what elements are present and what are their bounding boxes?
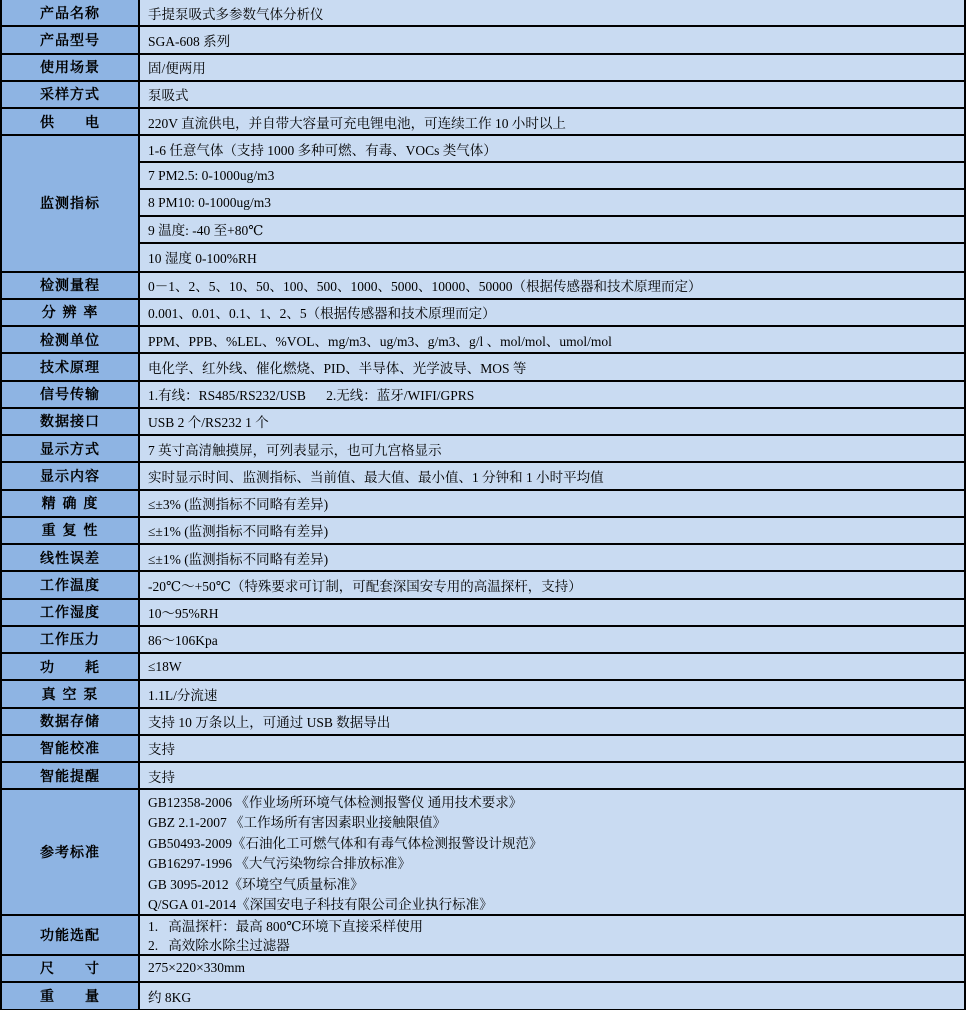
row-label: 功能选配 [2,916,140,954]
spec-row-accuracy [2,491,964,518]
spec-row-display-mode [2,436,964,463]
row-label: 产品名称 [2,0,140,25]
row-label: 检测量程 [2,273,140,298]
row-label: 显示内容 [2,463,140,488]
row-value: 实时显示时间、监测指标、当前值、最大值、最小值、1 分钟和 1 小时平均值 [140,463,964,488]
reference-standard-item: GB16297-1996 《大气污染物综合排放标准》 [148,856,411,872]
monitoring-indicator-item: 9 温度: -40 至+80℃ [140,217,964,244]
spec-row-data-interface [2,409,964,436]
row-label: 采样方式 [2,82,140,107]
row-label: 智能校准 [2,736,140,761]
optional-feature-item: 2. 高效除水除尘过滤器 [148,938,290,953]
spec-row-working-temperature [2,572,964,599]
row-value: ≤18W [140,654,964,679]
row-value: 1.有线：RS485/RS232/USB 2.无线：蓝牙/WIFI/GPRS [140,382,964,407]
row-label: 参考标准 [2,790,140,913]
reference-standard-item: Q/SGA 01-2014《深国安电子科技有限公司企业执行标准》 [148,897,493,913]
spec-row-detection-range [2,273,964,300]
row-label: 功 耗 [2,654,140,679]
row-value: 275×220×330mm [140,956,964,981]
spec-row-monitoring-indicators [2,136,964,272]
row-label: 工作温度 [2,572,140,597]
spec-row-sampling-method [2,82,964,109]
row-label: 工作湿度 [2,600,140,625]
row-value: PPM、PPB、%LEL、%VOL、mg/m3、ug/m3、g/m3、g/l 、mol/mol、umol/mol [140,327,964,352]
row-value: ≤±1% (监测指标不同略有差异) [140,518,964,543]
monitoring-indicator-list [140,136,964,270]
monitoring-indicator-item: 8 PM10: 0-1000ug/m3 [140,190,964,217]
optional-feature-list [140,916,964,954]
spec-row-power-supply [2,109,964,136]
spec-row-working-humidity [2,600,964,627]
spec-row-working-pressure [2,627,964,654]
row-value: 电化学、红外线、催化燃烧、PID、半导体、光学波导、MOS 等 [140,354,964,379]
row-label: 重 复 性 [2,518,140,543]
spec-row-dimensions [2,956,964,983]
row-value: 0－1、2、5、10、50、100、500、1000、5000、10000、50000（根据传感器和技术原理而定） [140,273,964,298]
spec-row-smart-reminder [2,763,964,790]
spec-row-technical-principle [2,354,964,381]
spec-row-display-content [2,463,964,490]
row-value: 固/便两用 [140,55,964,80]
row-value: ≤±1% (监测指标不同略有差异) [140,545,964,570]
row-label: 数据接口 [2,409,140,434]
spec-row-optional-features [2,916,964,956]
spec-row-resolution [2,300,964,327]
reference-standard-item: GB12358-2006 《作业场所环境气体检测报警仪 通用技术要求》 [148,794,523,810]
row-label: 信号传输 [2,382,140,407]
row-label: 重 量 [2,983,140,1009]
row-value: SGA-608 系列 [140,27,964,52]
monitoring-indicator-item: 7 PM2.5: 0-1000ug/m3 [140,163,964,190]
row-value: 7 英寸高清触摸屏，可列表显示，也可九宫格显示 [140,436,964,461]
row-label: 数据存储 [2,709,140,734]
spec-row-vacuum-pump [2,681,964,708]
spec-row-product-name [2,0,964,27]
reference-standard-item: GB 3095-2012《环境空气质量标准》 [148,876,364,892]
row-label: 显示方式 [2,436,140,461]
reference-standard-list [140,790,964,913]
reference-standard-item: GBZ 2.1-2007 《工作场所有害因素职业接触限值》 [148,815,447,831]
row-label: 产品型号 [2,27,140,52]
row-label: 工作压力 [2,627,140,652]
spec-row-product-model [2,27,964,54]
row-value: 0.001、0.01、0.1、1、2、5（根据传感器和技术原理而定） [140,300,964,325]
row-value: 220V 直流供电，并自带大容量可充电锂电池，可连续工作 10 小时以上 [140,109,964,134]
spec-row-power-consumption [2,654,964,681]
optional-feature-item: 1. 高温探杆：最高 800℃环境下直接采样使用 [148,919,423,934]
row-label: 分 辨 率 [2,300,140,325]
row-label: 线性误差 [2,545,140,570]
reference-standard-item: GB50493-2009《石油化工可燃气体和有毒气体检测报警设计规范》 [148,835,543,851]
spec-row-signal-transmission [2,382,964,409]
monitoring-indicator-item: 1-6 任意气体（支持 1000 多种可燃、有毒、VOCs 类气体） [140,136,964,163]
row-label: 使用场景 [2,55,140,80]
row-value: -20℃～+50℃（特殊要求可订制，可配套深国安专用的高温探杆，支持） [140,572,964,597]
spec-row-smart-calibration [2,736,964,763]
row-label: 供 电 [2,109,140,134]
row-label: 尺 寸 [2,956,140,981]
row-value: 约 8KG [140,983,964,1009]
spec-row-usage-scene [2,55,964,82]
row-label: 监测指标 [2,136,140,270]
row-value: 支持 10 万条以上，可通过 USB 数据导出 [140,709,964,734]
row-label: 检测单位 [2,327,140,352]
row-value: ≤±3% (监测指标不同略有差异) [140,491,964,516]
row-label: 智能提醒 [2,763,140,788]
row-value: 支持 [140,736,964,761]
row-value: 手提泵吸式多参数气体分析仪 [140,0,964,25]
row-value: 支持 [140,763,964,788]
row-label: 真 空 泵 [2,681,140,706]
spec-row-data-storage [2,709,964,736]
spec-row-detection-unit [2,327,964,354]
spec-row-linearity-error [2,545,964,572]
row-value: 86～106Kpa [140,627,964,652]
monitoring-indicator-item: 10 湿度 0-100%RH [148,251,257,267]
row-value: 泵吸式 [140,82,964,107]
row-value: 1.1L/分流速 [140,681,964,706]
spec-row-repeatability [2,518,964,545]
spec-row-reference-standards [2,790,964,915]
row-value: USB 2 个/RS232 1 个 [140,409,964,434]
row-label: 精 确 度 [2,491,140,516]
row-value: 10～95%RH [140,600,964,625]
row-label: 技术原理 [2,354,140,379]
spec-row-weight [2,983,964,1010]
